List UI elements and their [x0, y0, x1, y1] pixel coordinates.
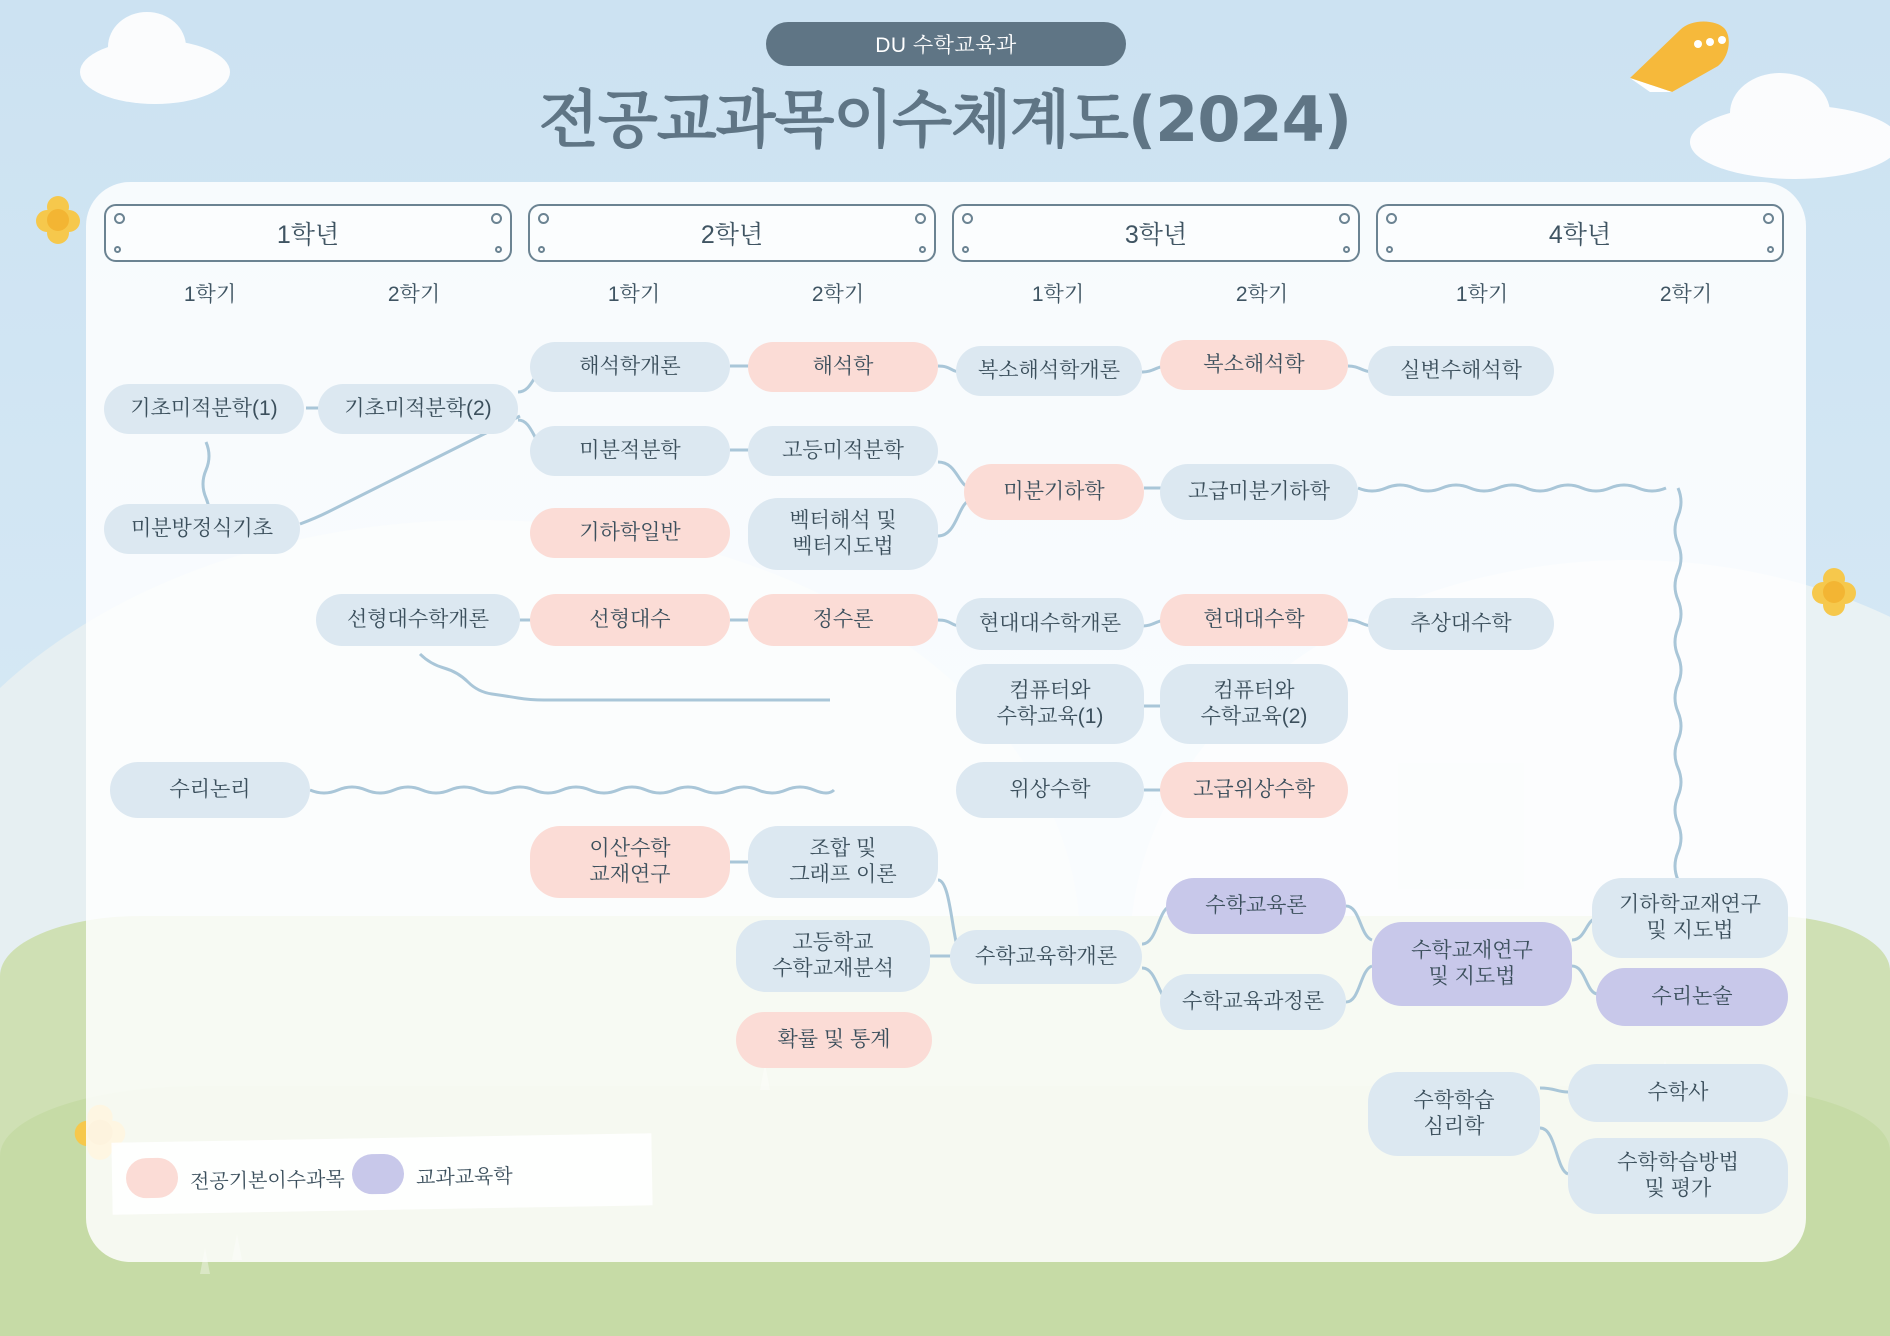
semester-label: 2학기 [811, 283, 865, 306]
course-node[interactable] [1592, 878, 1788, 958]
course-node[interactable]: 현대대수학 [1160, 594, 1348, 646]
year-row [104, 204, 1804, 262]
course-node[interactable]: 선형대수 [530, 594, 730, 646]
year-tab-4 [1376, 204, 1784, 262]
course-node[interactable] [530, 826, 730, 898]
course-node-label: 컴퓨터와 수학교육(2) [1200, 679, 1308, 728]
course-node[interactable]: 고등미적분학 [748, 426, 938, 476]
course-node-label: 수학학습 심리학 [1413, 1089, 1495, 1138]
course-node[interactable]: 미분적분학 [530, 426, 730, 476]
semester-label: 2학기 [1659, 283, 1713, 306]
course-node-label: 컴퓨터와 수학교육(1) [996, 679, 1104, 728]
semester-label: 2학기 [387, 283, 441, 306]
course-node[interactable] [1372, 922, 1572, 1006]
course-node[interactable]: 수학교육과정론 [1160, 974, 1346, 1030]
course-node[interactable]: 기초미적분학(1) [104, 384, 304, 434]
semester-label: 1학기 [1031, 283, 1085, 306]
course-node[interactable] [736, 920, 930, 992]
semester-label: 1학기 [1455, 283, 1509, 306]
course-node[interactable]: 복소해석학 [1160, 340, 1348, 390]
course-node[interactable] [748, 498, 938, 570]
department-badge: DU 수학교육과 [766, 22, 1126, 66]
course-node[interactable]: 확률 및 통계 [736, 1012, 932, 1068]
year-tab-label: 3학년 [1124, 221, 1188, 249]
year-tab-1 [104, 204, 512, 262]
legend [111, 1133, 652, 1214]
year-tab-label: 4학년 [1548, 221, 1612, 249]
course-node[interactable]: 정수론 [748, 594, 938, 646]
year-tab-3 [952, 204, 1360, 262]
course-node-label: 수학학습방법 및 평가 [1617, 1151, 1739, 1200]
course-node-label: 고등학교 수학교재분석 [772, 931, 894, 980]
course-node[interactable]: 기초미적분학(2) [318, 384, 518, 434]
course-node[interactable]: 수리논술 [1596, 968, 1788, 1026]
course-node[interactable]: 고급미분기하학 [1160, 464, 1358, 520]
page-title: 전공교과목이수체계도(2024) [538, 83, 1352, 156]
course-node[interactable]: 위상수학 [956, 762, 1144, 818]
course-node[interactable]: 해석학 [748, 342, 938, 392]
course-node[interactable] [1368, 1072, 1540, 1156]
course-node[interactable]: 실변수해석학 [1368, 346, 1554, 396]
semester-label: 2학기 [1235, 283, 1289, 306]
diagram-board [86, 182, 1806, 1262]
course-node[interactable] [1160, 664, 1348, 744]
semester-label: 1학기 [607, 283, 661, 306]
course-node-label: 이산수학 교재연구 [589, 837, 671, 886]
flower-icon [36, 196, 80, 240]
year-tab-2 [528, 204, 936, 262]
course-node[interactable]: 미분방정식기초 [104, 504, 300, 554]
course-node[interactable]: 선형대수학개론 [316, 594, 520, 646]
course-node-label: 기하학교재연구 및 지도법 [1618, 893, 1761, 942]
flower-icon [1812, 568, 1856, 612]
course-node[interactable]: 수학교육학개론 [950, 930, 1142, 984]
course-node[interactable]: 수학교육론 [1166, 878, 1346, 934]
course-node[interactable]: 기하학일반 [530, 508, 730, 558]
course-node-label: 벡터해석 및 벡터지도법 [789, 509, 897, 558]
course-node-label: 조합 및 그래프 이론 [789, 837, 897, 886]
course-node[interactable]: 추상대수학 [1368, 598, 1554, 650]
course-node-label: 수학교재연구 및 지도법 [1411, 939, 1533, 988]
course-node[interactable]: 해석학개론 [530, 342, 730, 392]
course-node[interactable] [1568, 1138, 1788, 1214]
course-node[interactable]: 수리논리 [110, 762, 310, 818]
legend-label-basic: 전공기본이수과목 [189, 1168, 345, 1194]
year-tab-label: 2학년 [700, 221, 764, 249]
course-node[interactable]: 현대대수학개론 [956, 598, 1144, 650]
course-node[interactable] [956, 664, 1144, 744]
course-node[interactable]: 수학사 [1568, 1064, 1788, 1122]
legend-swatch-basic [126, 1158, 179, 1199]
year-tab-label: 1학년 [276, 221, 340, 249]
legend-label-pedagogy: 교과교육학 [415, 1165, 513, 1190]
semester-label: 1학기 [183, 283, 237, 306]
course-node[interactable]: 복소해석학개론 [956, 346, 1142, 396]
course-node[interactable]: 미분기하학 [964, 464, 1144, 520]
semester-row [104, 278, 1804, 308]
legend-swatch-pedagogy [352, 1154, 405, 1195]
course-node[interactable] [748, 826, 938, 898]
course-node[interactable]: 고급위상수학 [1160, 762, 1348, 818]
